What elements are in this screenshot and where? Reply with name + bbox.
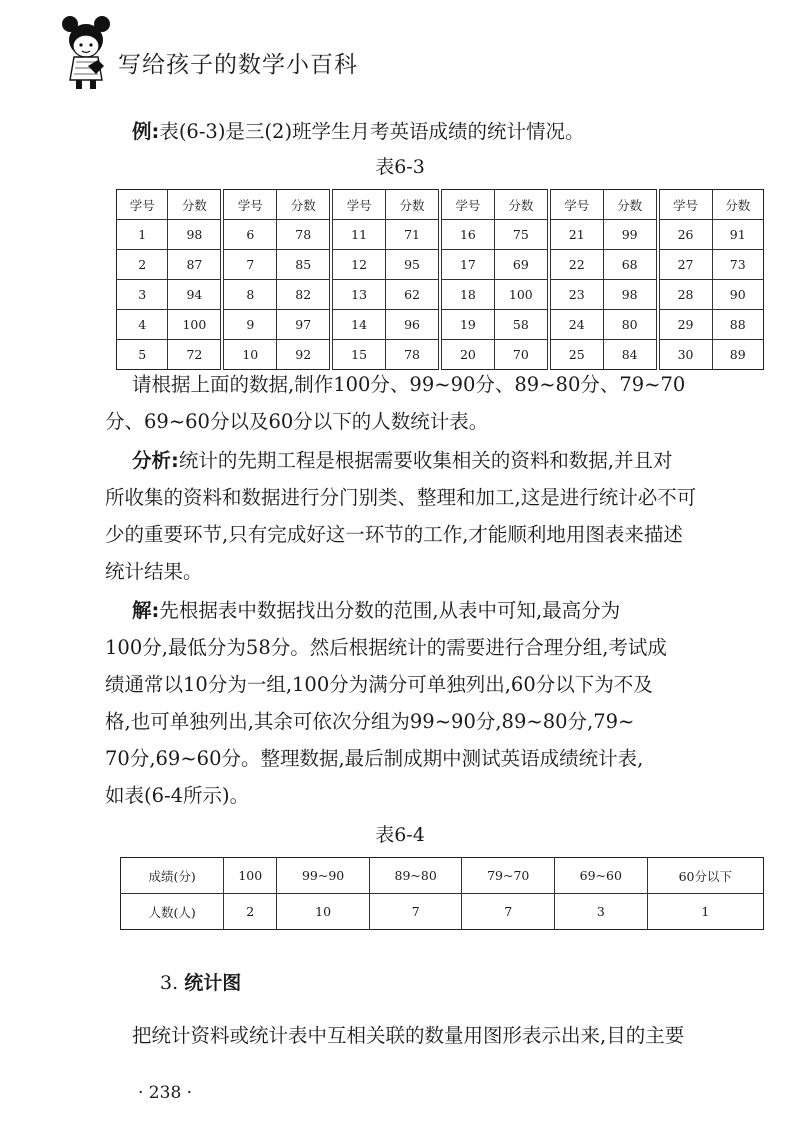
table-6-4-row bbox=[121, 894, 764, 930]
table-6-3-header-cell: 分数 bbox=[277, 190, 331, 220]
table-6-4-cell: 100 bbox=[224, 858, 277, 894]
table-6-4 bbox=[120, 857, 764, 930]
section-heading bbox=[160, 968, 241, 995]
analysis-line-2: 所收集的资料和数据进行分门别类、整理和加工,这是进行统计必不可 bbox=[105, 486, 697, 509]
table-6-3-cell: 2 bbox=[117, 250, 168, 280]
page-header bbox=[58, 10, 358, 90]
page-number: · 238 · bbox=[138, 1083, 193, 1103]
table-6-3-cell: 8 bbox=[222, 280, 276, 310]
table-6-3-cell: 80 bbox=[603, 310, 657, 340]
solution-paragraph bbox=[132, 592, 792, 629]
table-6-3-cell: 3 bbox=[117, 280, 168, 310]
table-6-3-cell: 29 bbox=[658, 310, 712, 340]
table-6-3-row bbox=[117, 280, 764, 310]
table-6-4-row bbox=[121, 858, 764, 894]
table-6-3-cell: 5 bbox=[117, 340, 168, 370]
table-6-3-cell: 28 bbox=[658, 280, 712, 310]
table-6-3-cell: 98 bbox=[603, 280, 657, 310]
analysis-line-3: 少的重要环节,只有完成好这一环节的工作,才能顺利地用图表来描述 bbox=[105, 523, 683, 546]
table-6-4-cell: 7 bbox=[462, 894, 555, 930]
table-6-3-cell: 13 bbox=[331, 280, 385, 310]
table-6-3-cell: 78 bbox=[386, 340, 440, 370]
table-6-3-header-cell: 分数 bbox=[386, 190, 440, 220]
table-6-3-caption: 表6-3 bbox=[375, 156, 425, 178]
table-6-4-cell: 99~90 bbox=[277, 858, 370, 894]
table-6-3-row bbox=[117, 220, 764, 250]
table-6-3-cell: 90 bbox=[712, 280, 764, 310]
table-6-4-cell: 3 bbox=[555, 894, 648, 930]
solution-line-1: 先根据表中数据找出分数的范围,从表中可知,最高分为 bbox=[159, 599, 621, 622]
table-6-3-cell: 78 bbox=[277, 220, 331, 250]
table-6-4-row-label: 人数(人) bbox=[121, 894, 224, 930]
request-line-2: 分、69~60分以及60分以下的人数统计表。 bbox=[105, 410, 489, 433]
request-line-1: 请根据上面的数据,制作100分、99~90分、89~80分、79~70 bbox=[132, 373, 686, 396]
table-6-3-cell: 100 bbox=[494, 280, 548, 310]
table-6-3-cell: 94 bbox=[168, 280, 222, 310]
table-6-4-cell: 7 bbox=[369, 894, 462, 930]
table-6-3-header-cell: 学号 bbox=[658, 190, 712, 220]
table-6-3-cell: 16 bbox=[440, 220, 494, 250]
table-6-3-header-cell: 学号 bbox=[331, 190, 385, 220]
section-number: 3. bbox=[160, 972, 179, 994]
girl-mascot-illustration bbox=[58, 10, 114, 90]
table-6-3-cell: 69 bbox=[494, 250, 548, 280]
table-6-3-cell: 98 bbox=[168, 220, 222, 250]
table-6-3-header-cell: 学号 bbox=[440, 190, 494, 220]
table-6-3-cell: 27 bbox=[658, 250, 712, 280]
table-6-3-cell: 85 bbox=[277, 250, 331, 280]
table-6-3-cell: 4 bbox=[117, 310, 168, 340]
example-text: 表(6-3)是三(2)班学生月考英语成绩的统计情况。 bbox=[159, 120, 585, 143]
section-title: 统计图 bbox=[184, 972, 242, 994]
table-6-4-cell: 2 bbox=[224, 894, 277, 930]
table-6-3-cell: 96 bbox=[386, 310, 440, 340]
table-6-3-cell: 6 bbox=[222, 220, 276, 250]
table-6-3-cell: 87 bbox=[168, 250, 222, 280]
table-6-3-cell: 17 bbox=[440, 250, 494, 280]
table-6-3-cell: 11 bbox=[331, 220, 385, 250]
table-6-4-cell: 79~70 bbox=[462, 858, 555, 894]
table-6-3-row bbox=[117, 310, 764, 340]
table-6-3-cell: 58 bbox=[494, 310, 548, 340]
analysis-paragraph bbox=[132, 442, 792, 479]
table-6-4-cell: 10 bbox=[277, 894, 370, 930]
table-6-3-cell: 88 bbox=[712, 310, 764, 340]
solution-lead: 解: bbox=[132, 599, 160, 622]
example-lead: 例: bbox=[132, 120, 160, 143]
table-6-3-cell: 73 bbox=[712, 250, 764, 280]
table-6-3-cell: 24 bbox=[549, 310, 603, 340]
table-6-3-cell: 21 bbox=[549, 220, 603, 250]
table-6-4-caption: 表6-4 bbox=[375, 824, 425, 846]
table-6-3-cell: 12 bbox=[331, 250, 385, 280]
table-6-3-cell: 84 bbox=[603, 340, 657, 370]
table-6-3-cell: 30 bbox=[658, 340, 712, 370]
solution-line-6: 如表(6-4所示)。 bbox=[105, 784, 250, 807]
table-6-3-cell: 75 bbox=[494, 220, 548, 250]
table-6-3-header-cell: 学号 bbox=[117, 190, 168, 220]
table-6-3-cell: 14 bbox=[331, 310, 385, 340]
table-6-3-cell: 99 bbox=[603, 220, 657, 250]
solution-line-5: 70分,69~60分。整理数据,最后制成期中测试英语成绩统计表, bbox=[105, 747, 644, 770]
table-6-3-header-cell: 分数 bbox=[168, 190, 222, 220]
table-6-3-cell: 25 bbox=[549, 340, 603, 370]
table-6-3-cell: 82 bbox=[277, 280, 331, 310]
table-6-4-cell: 89~80 bbox=[369, 858, 462, 894]
table-6-3-cell: 20 bbox=[440, 340, 494, 370]
table-6-3-cell: 1 bbox=[117, 220, 168, 250]
table-6-3-cell: 22 bbox=[549, 250, 603, 280]
table-6-3-cell: 23 bbox=[549, 280, 603, 310]
table-6-3-cell: 100 bbox=[168, 310, 222, 340]
table-6-3-row bbox=[117, 340, 764, 370]
table-6-4-cell: 1 bbox=[647, 894, 763, 930]
table-6-3-cell: 15 bbox=[331, 340, 385, 370]
table-6-3-cell: 10 bbox=[222, 340, 276, 370]
table-6-3-cell: 26 bbox=[658, 220, 712, 250]
table-6-3-cell: 92 bbox=[277, 340, 331, 370]
table-6-3-cell: 72 bbox=[168, 340, 222, 370]
table-6-3-header-cell: 分数 bbox=[494, 190, 548, 220]
table-6-3-cell: 70 bbox=[494, 340, 548, 370]
table-6-4-cell: 69~60 bbox=[555, 858, 648, 894]
solution-line-2: 100分,最低分为58分。然后根据统计的需要进行合理分组,考试成 bbox=[105, 636, 667, 659]
table-6-3-cell: 71 bbox=[386, 220, 440, 250]
table-6-3 bbox=[116, 189, 764, 370]
table-6-3-header-cell: 学号 bbox=[549, 190, 603, 220]
table-6-3-cell: 91 bbox=[712, 220, 764, 250]
example-paragraph bbox=[132, 113, 792, 150]
solution-line-3: 绩通常以10分为一组,100分为满分可单独列出,60分以下为不及 bbox=[105, 673, 653, 696]
table-6-3-cell: 9 bbox=[222, 310, 276, 340]
table-6-3-cell: 18 bbox=[440, 280, 494, 310]
table-6-3-row bbox=[117, 250, 764, 280]
table-6-3-cell: 97 bbox=[277, 310, 331, 340]
table-6-3-header-cell: 分数 bbox=[712, 190, 764, 220]
table-6-3-cell: 95 bbox=[386, 250, 440, 280]
analysis-lead: 分析: bbox=[132, 449, 179, 472]
table-6-3-cell: 62 bbox=[386, 280, 440, 310]
table-6-3-cell: 7 bbox=[222, 250, 276, 280]
table-6-3-header-cell: 学号 bbox=[222, 190, 276, 220]
table-6-3-header-cell: 分数 bbox=[603, 190, 657, 220]
table-6-3-header-row bbox=[117, 190, 764, 220]
analysis-line-1: 统计的先期工程是根据需要收集相关的资料和数据,并且对 bbox=[178, 449, 673, 472]
closing-line-1: 把统计资料或统计表中互相关联的数量用图形表示出来,目的主要 bbox=[132, 1024, 685, 1047]
solution-line-4: 格,也可单独列出,其余可依次分组为99~90分,89~80分,79~ bbox=[105, 710, 635, 733]
table-6-3-cell: 68 bbox=[603, 250, 657, 280]
table-6-3-cell: 89 bbox=[712, 340, 764, 370]
table-6-3-cell: 19 bbox=[440, 310, 494, 340]
table-6-4-row-label: 成绩(分) bbox=[121, 858, 224, 894]
analysis-line-4: 统计结果。 bbox=[105, 560, 203, 583]
table-6-4-cell: 60分以下 bbox=[647, 858, 763, 894]
book-title: 写给孩子的数学小百科 bbox=[118, 52, 358, 78]
